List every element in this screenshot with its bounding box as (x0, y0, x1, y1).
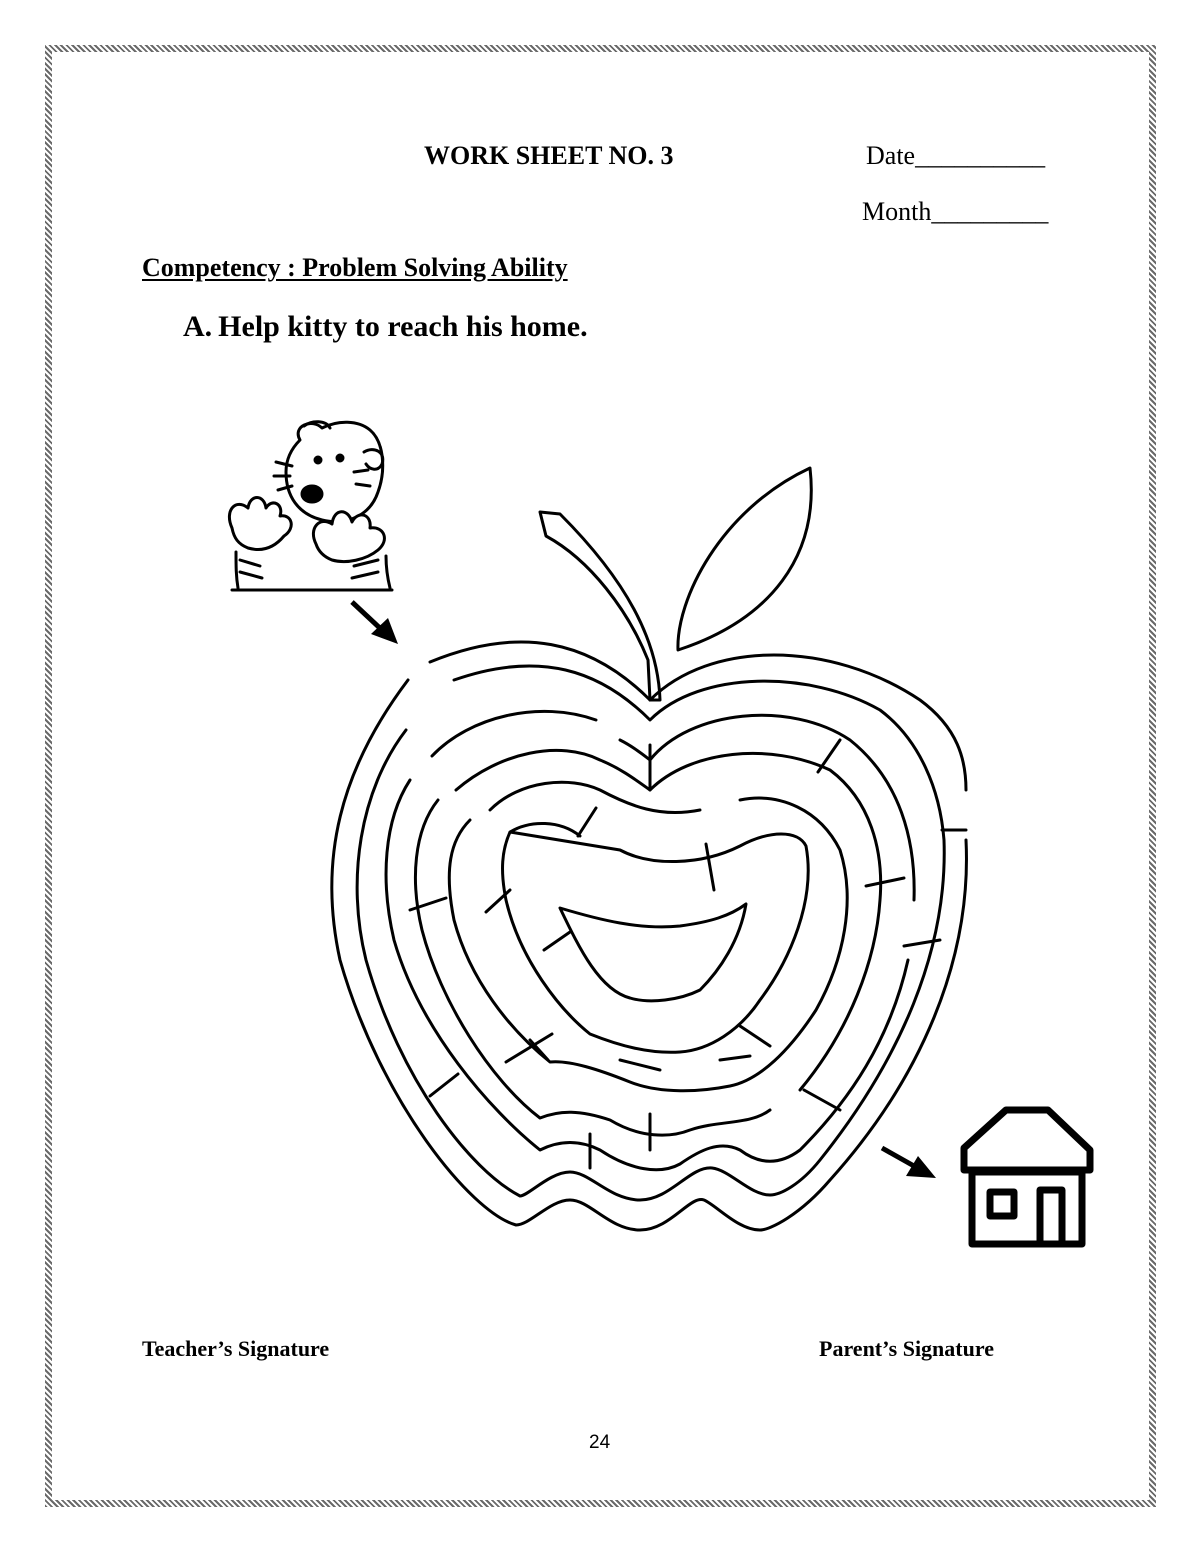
teacher-signature-label: Teacher’s Signature (142, 1336, 330, 1361)
month-field: Month_________ (862, 197, 1049, 226)
instruction (183, 312, 588, 342)
parent-signature-label: Parent’s Signature (819, 1336, 994, 1361)
worksheet-title: WORK SHEET NO. 3 (424, 141, 674, 170)
instruction-text: Help kitty to reach his home. (218, 310, 588, 343)
competency-heading: Competency : Problem Solving Ability (142, 253, 568, 282)
page-number: 24 (589, 1432, 611, 1453)
instruction-number: A. (183, 310, 213, 343)
date-field: Date__________ (866, 141, 1046, 170)
